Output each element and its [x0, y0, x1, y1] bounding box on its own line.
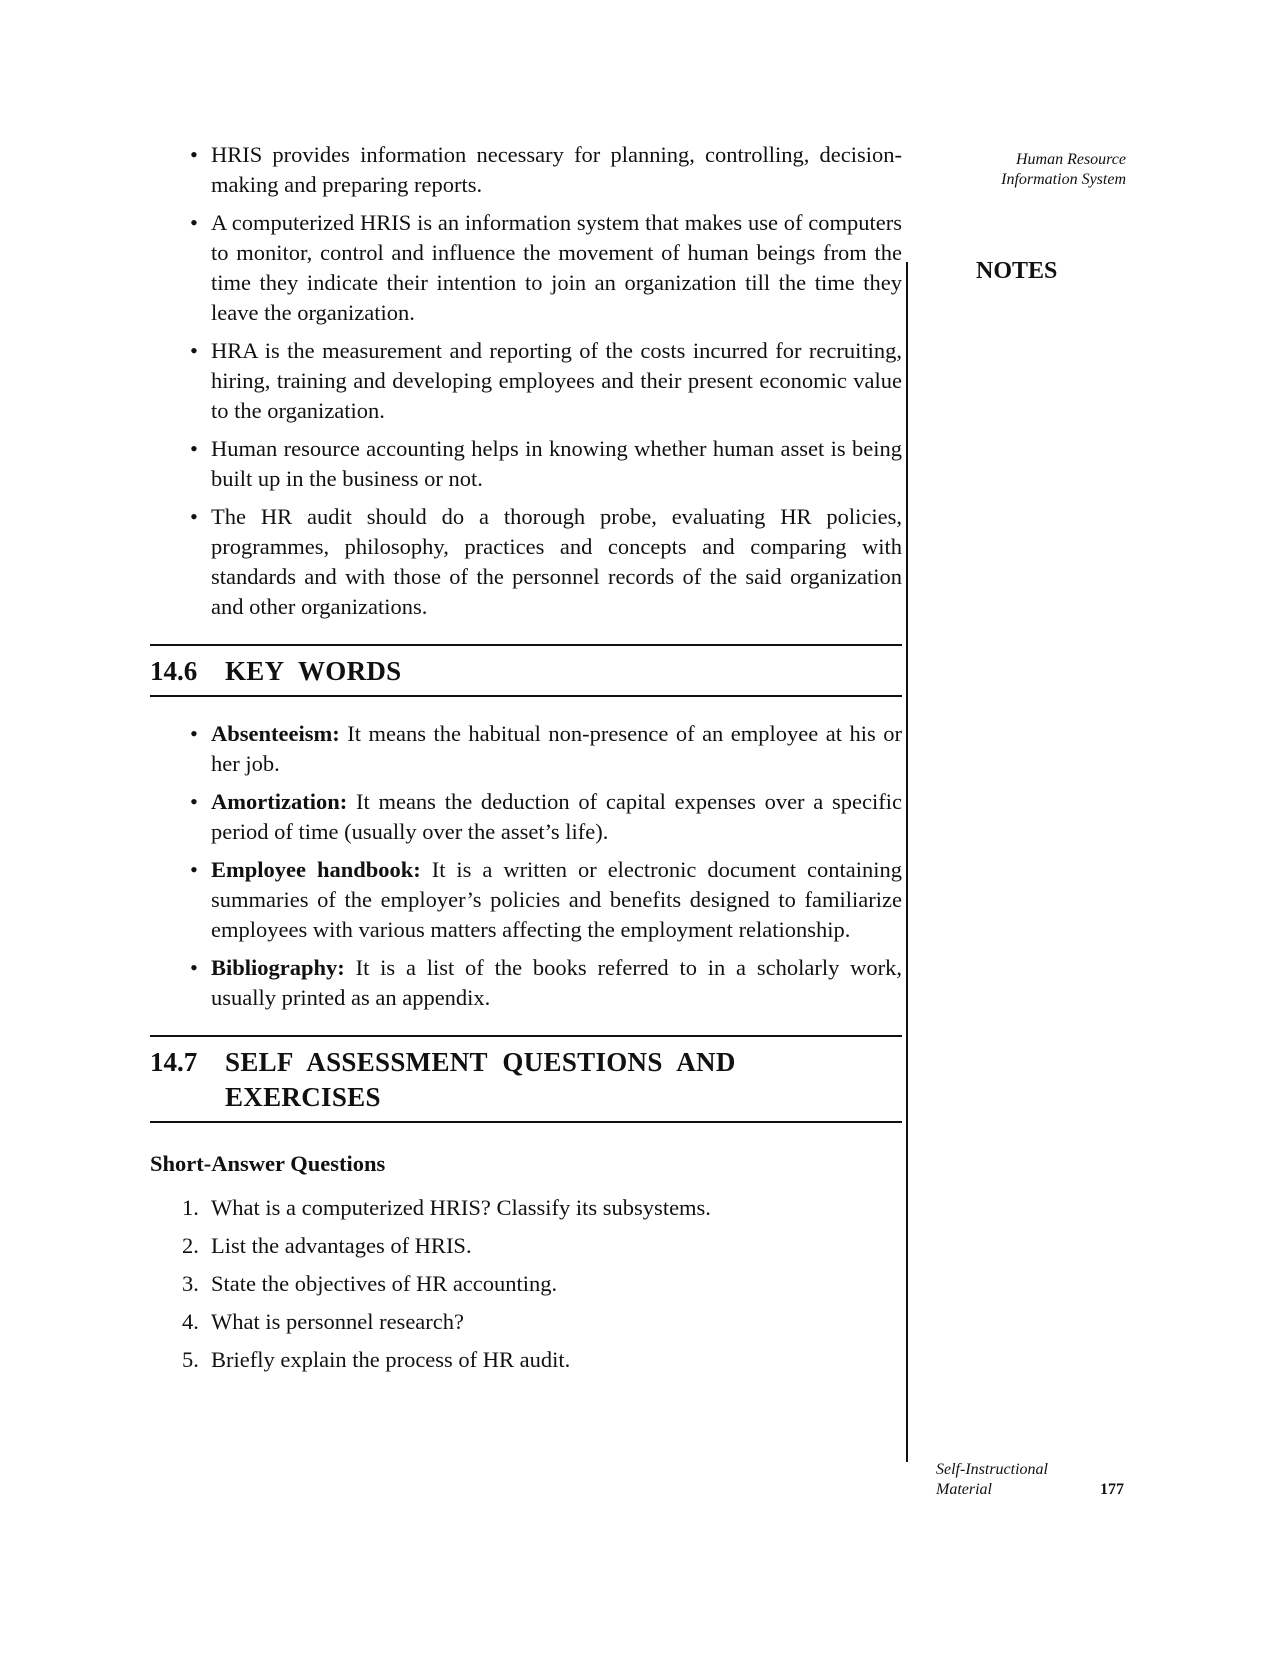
footer-line1: Self-Instructional — [936, 1461, 1048, 1478]
bullet-icon: • — [190, 436, 198, 461]
key-definition: It is a written or electronic document containing summaries of the employer’s policies and benefits designed to familiarize employees with various matters affecting the employment relationship. — [211, 857, 902, 942]
bullet-icon: • — [190, 338, 198, 363]
page-body — [150, 140, 902, 1383]
section-title: SELF ASSESSMENT QUESTIONS AND EXERCISES — [225, 1047, 736, 1112]
question-text: State the objectives of HR accounting. — [211, 1271, 558, 1296]
key-definition: It is a list of the books referred to in a scholarly work, usually printed as an appendix. — [211, 955, 902, 1010]
key-term: Employee handbook: — [211, 857, 421, 882]
question-text: Briefly explain the process of HR audit. — [211, 1347, 571, 1372]
list-item — [150, 502, 902, 622]
bullet-icon: • — [190, 955, 198, 980]
question-number: 2. — [182, 1233, 199, 1258]
list-item — [150, 208, 902, 328]
subheading-short-answer: Short-Answer Questions — [150, 1151, 386, 1176]
list-item-text: HRIS provides information necessary for planning, controlling, decision-making and preparing reports. — [211, 142, 902, 197]
question-list — [150, 1193, 902, 1375]
bullet-icon: • — [190, 721, 198, 746]
list-item — [150, 719, 902, 779]
running-header-line1: Human Resource — [1015, 151, 1126, 168]
list-item-text: The HR audit should do a thorough probe, evaluating HR policies, programmes, philosophy, practices and concepts and comparing with standards and with those of the personnel records of the said organization and other organizations. — [211, 504, 902, 619]
bullet-icon: • — [190, 142, 198, 167]
key-definition: It means the habitual non-presence of an employee at his or her job. — [211, 721, 902, 776]
list-item — [150, 1345, 902, 1375]
list-item — [150, 336, 902, 426]
list-item — [150, 434, 902, 494]
bullet-icon: • — [190, 857, 198, 882]
list-item-text: Human resource accounting helps in knowing whether human asset is being built up in the business or not. — [211, 436, 902, 491]
list-item — [150, 140, 902, 200]
question-number: 3. — [182, 1271, 199, 1296]
list-item — [150, 953, 902, 1013]
section-number: 14.6 — [150, 656, 198, 686]
key-definition: It means the deduction of capital expenses over a specific period of time (usually over the asset’s life). — [211, 789, 902, 844]
running-header-line2: Information System — [1001, 171, 1126, 188]
footer-line2: Material — [936, 1481, 992, 1498]
question-number: 1. — [182, 1195, 199, 1220]
question-number: 4. — [182, 1309, 199, 1334]
notes-label: NOTES — [976, 258, 1058, 284]
list-item — [150, 1307, 902, 1337]
key-term: Amortization: — [211, 789, 348, 814]
key-term: Absenteeism: — [211, 721, 340, 746]
list-item — [150, 1231, 902, 1261]
margin-divider — [906, 262, 908, 1462]
list-item — [150, 1269, 902, 1299]
question-text: List the advantages of HRIS. — [211, 1233, 472, 1258]
bullet-icon: • — [190, 789, 198, 814]
page-number: 177 — [1100, 1481, 1124, 1498]
running-header — [940, 150, 1126, 190]
bullet-icon: • — [190, 210, 198, 235]
question-text: What is a computerized HRIS? Classify its subsystems. — [211, 1195, 711, 1220]
section-heading-self-assessment — [150, 1035, 902, 1123]
summary-list — [150, 140, 902, 622]
question-text: What is personnel research? — [211, 1309, 465, 1334]
list-item-text: HRA is the measurement and reporting of the costs incurred for recruiting, hiring, training and developing employees and their present economic value to the organization. — [211, 338, 902, 423]
bullet-icon: • — [190, 504, 198, 529]
section-heading-key-words — [150, 644, 902, 697]
key-words-list — [150, 719, 902, 1013]
list-item — [150, 1193, 902, 1223]
section-title: KEY WORDS — [225, 656, 402, 686]
list-item-text: A computerized HRIS is an information system that makes use of computers to monitor, control and influence the movement of human beings from the time they indicate their intention to join an organization till the time they leave the organization. — [211, 210, 902, 325]
section-number: 14.7 — [150, 1047, 198, 1077]
question-number: 5. — [182, 1347, 199, 1372]
page-footer — [936, 1460, 1126, 1500]
list-item — [150, 855, 902, 945]
list-item — [150, 787, 902, 847]
key-term: Bibliography: — [211, 955, 345, 980]
